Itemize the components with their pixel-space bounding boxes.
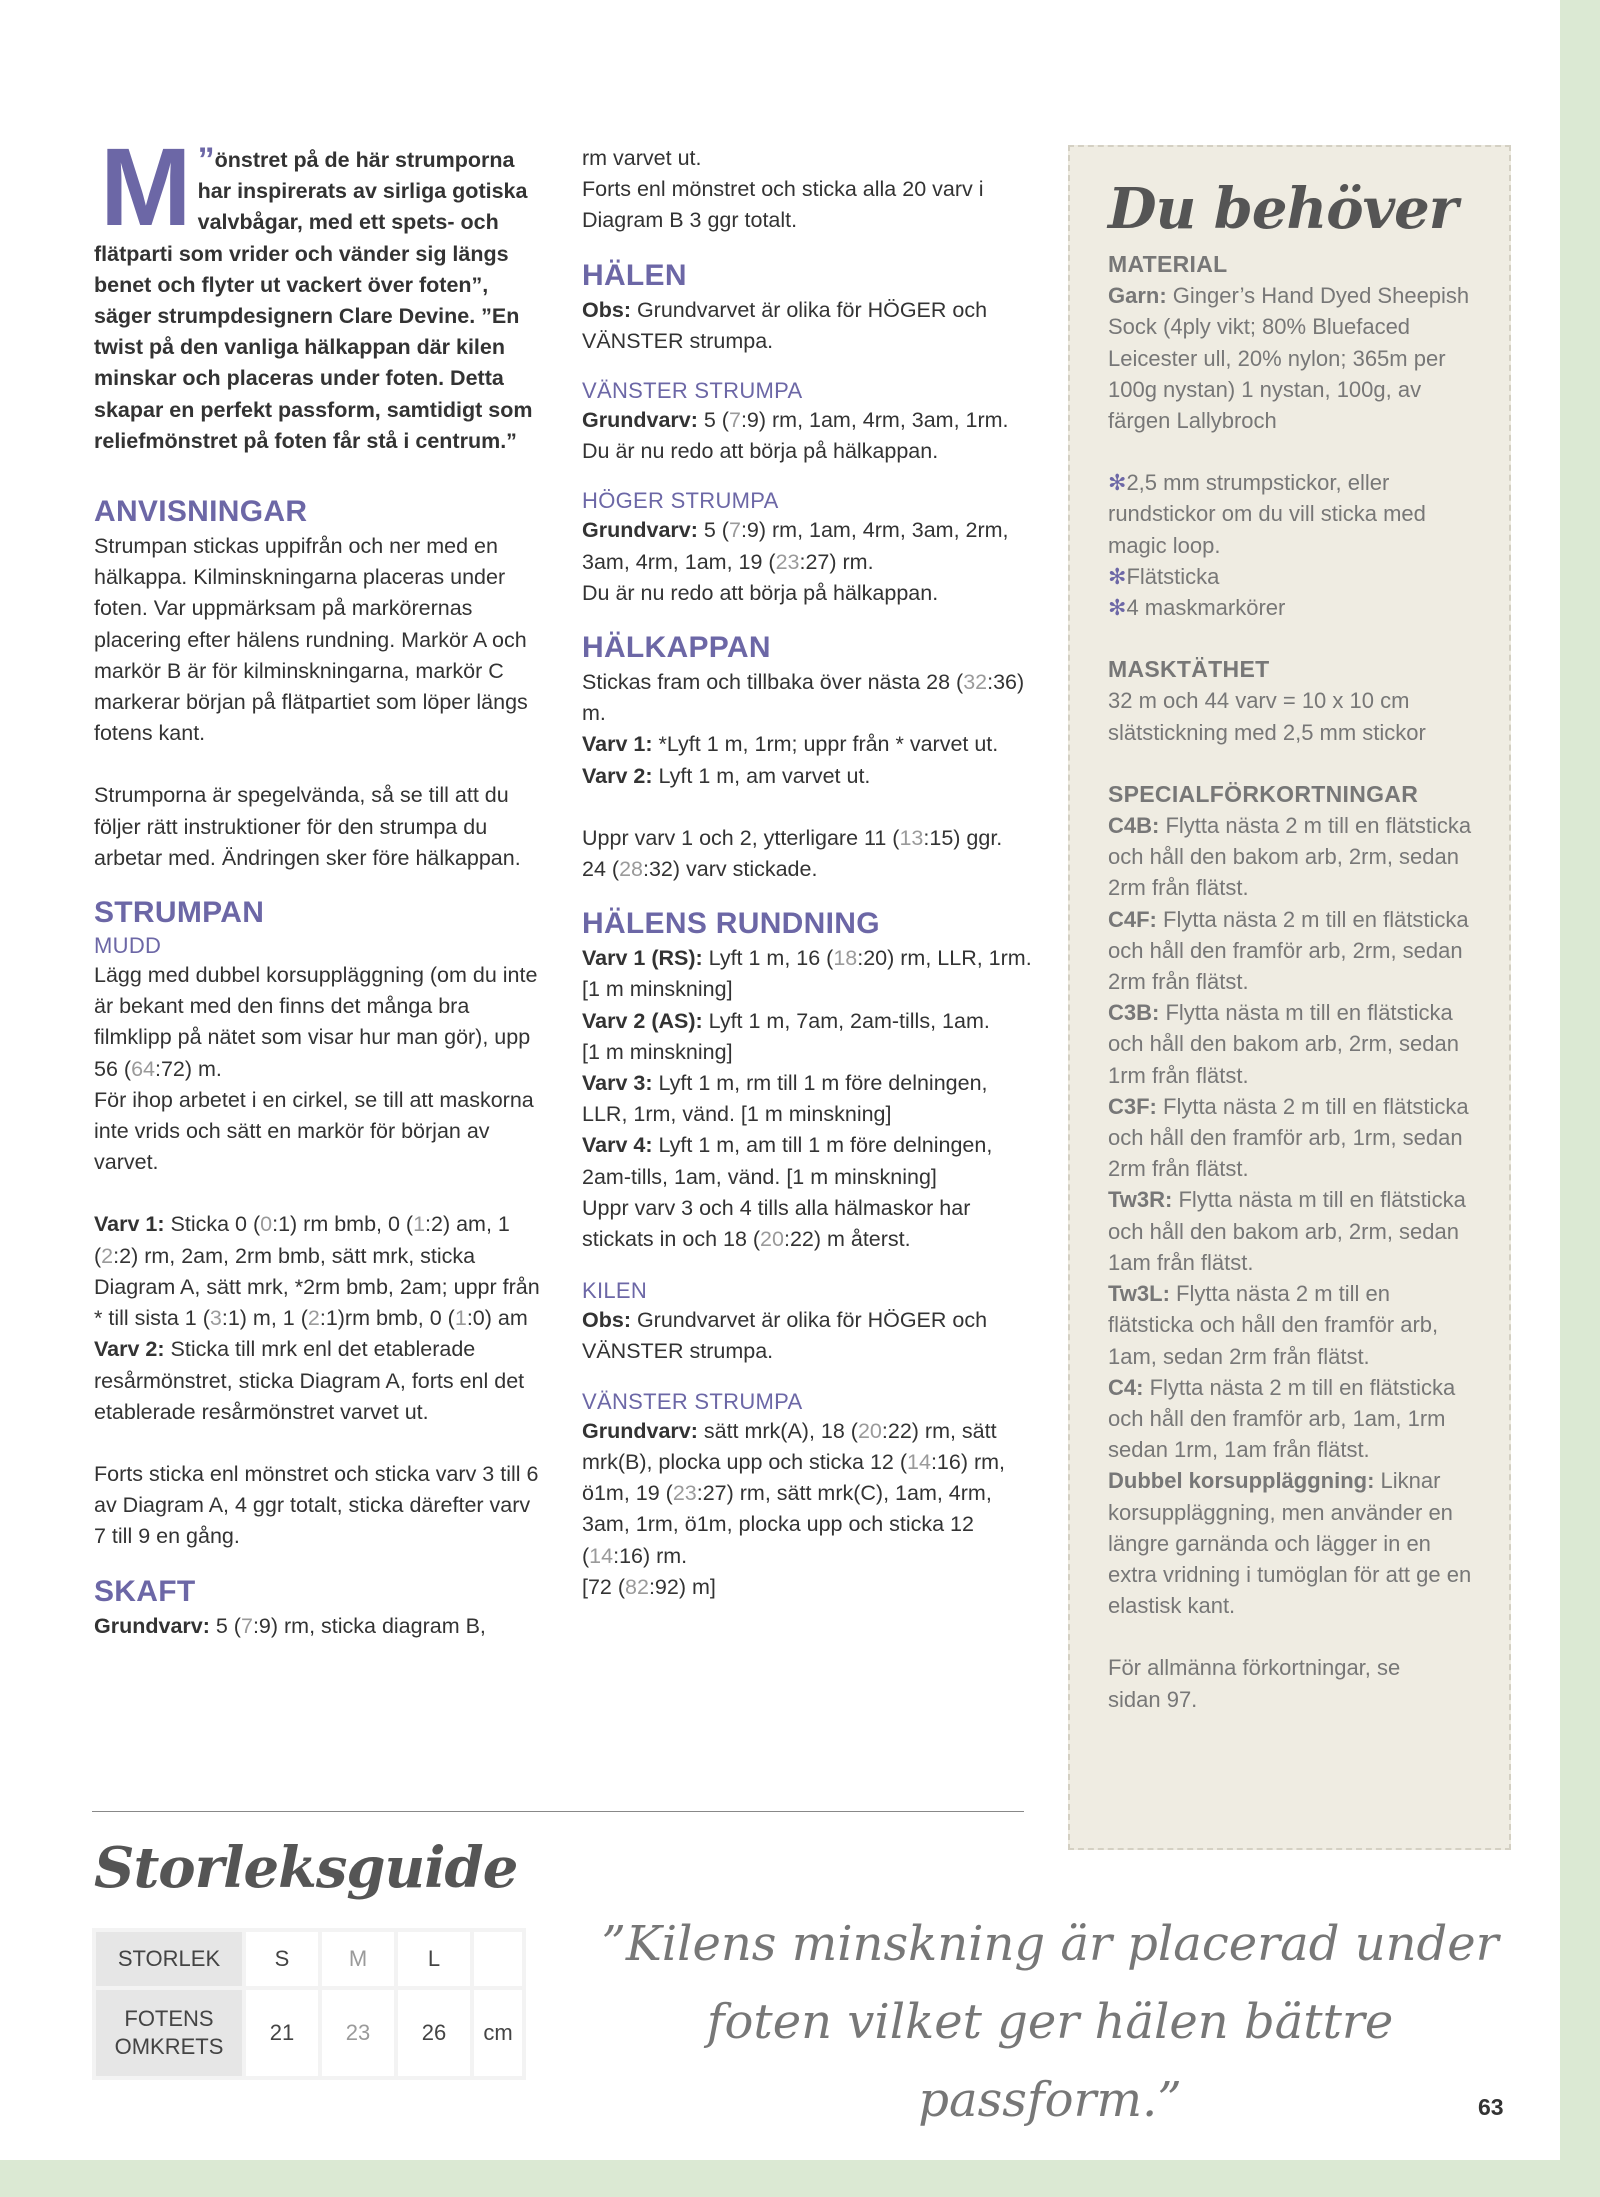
- text: :32) varv stickade.: [642, 857, 818, 882]
- text: Flytta nästa 2 m till en flätsticka och håll den framför arb, 1rm, sedan 2rm från flätst.: [1108, 1093, 1469, 1182]
- size-value: 1: [454, 1306, 467, 1331]
- abbr-item: [1108, 1091, 1481, 1185]
- heading-halen: HÄLEN: [582, 258, 687, 292]
- label: Tw3R:: [1108, 1187, 1173, 1213]
- text: Uppr varv 3 och 4 tills alla hälmaskor har stickats in och 18 (: [582, 1195, 971, 1252]
- dropcap: M: [100, 126, 192, 249]
- label: Varv 3:: [582, 1071, 653, 1096]
- text: 4 maskmarkörer: [1126, 595, 1286, 621]
- text: Flytta nästa 2 m till en flätsticka och håll den framför arb, 1am, sedan 2rm från flätst.: [1108, 1281, 1439, 1369]
- strumpan-p3: Forts sticka enl mönstret och sticka varv 3 till 6 av Diagram A, 4 ggr totalt, sticka därefter varv 7 till 9 en gång.: [94, 1461, 539, 1549]
- page-number: 63: [1478, 2094, 1504, 2120]
- tool-item: [1108, 592, 1481, 623]
- text: Ginger’s Hand Dyed Sheepish Sock (4ply vikt; 80% Bluefaced Leicester ull, 20% nylon; 365m per 100g nystan) 1 nystan, 100g, av färgen Lallybroch: [1108, 283, 1470, 434]
- label: Varv 4:: [582, 1133, 653, 1158]
- skaft-continued: rm varvet ut.: [582, 146, 702, 170]
- heading-material: MATERIAL: [1108, 251, 1228, 277]
- intro-text: önstret på de här strumporna har inspirerats av sirliga gotiska valvbågar, med ett spets- och flätparti som vrider och vänder sig längs benet och flyter ut vackert över foten”, säger strumpdesignern Clare Devine. ”En twist på den vanliga hälkappan där kilen minskar och placeras under foten. Detta skapar en perfekt passform, samtidigt som reliefmönstret på foten får stå i centrum.”: [94, 148, 533, 453]
- text: 5 (: [697, 408, 729, 433]
- rundning-repeat: [582, 1193, 1032, 1255]
- unit-cell: cm: [474, 1990, 522, 2076]
- text: :22) m återst.: [783, 1227, 911, 1252]
- label: Obs:: [582, 297, 631, 322]
- intro-paragraph: [94, 126, 544, 457]
- text: Flätsticka: [1126, 563, 1220, 589]
- text: :16) rm, ö1m, 19 (: [582, 1449, 1006, 1506]
- size-value: 64: [131, 1056, 155, 1081]
- text: Flytta nästa 2 m till en flätsticka och håll den framför arb, 2rm, sedan 2rm från flätst.: [1108, 906, 1469, 995]
- rundning-varv1-dec: [1 m minskning]: [582, 977, 733, 1002]
- skaft-p2: Forts enl mönstret och sticka alla 20 varv i Diagram B 3 ggr totalt.: [582, 177, 984, 233]
- abbr-item: [1108, 904, 1481, 998]
- skaft-instruction: [94, 1611, 544, 1642]
- text: *Lyft 1 m, 1rm; uppr från * varvet ut.: [652, 732, 999, 757]
- text: :1) rm bmb, 0 (: [272, 1212, 414, 1237]
- halkappan-p1: [582, 667, 1032, 729]
- empty-cell: [474, 1932, 522, 1986]
- halen-hoger-ready: Du är nu redo att börja på hälkappan.: [582, 580, 939, 605]
- heading-specialforkortningar: SPECIALFÖRKORTNINGAR: [1108, 780, 1419, 807]
- strumpan-p1: [94, 960, 544, 1085]
- row-label-storlek: STORLEK: [96, 1932, 242, 1986]
- label: Garn:: [1108, 283, 1167, 309]
- text: Lyft 1 m, am varvet ut.: [652, 763, 871, 788]
- value-l: 26: [398, 1990, 470, 2076]
- varv1-instruction: [94, 1209, 544, 1334]
- halen-vanster-ready: Du är nu redo att börja på hälkappan.: [582, 439, 939, 464]
- anvisningar-p1: Strumpan stickas uppifrån och ner med en hälkappa. Kilminskningarna placeras under foten. Var uppmärksam på markörernas placering efter hälens rundning. Markör A och markör B är för kilminskningarna, markör C markerar början på flätpartiet som löper längs fotens kant.: [94, 534, 528, 746]
- value-s: 21: [246, 1990, 318, 2076]
- text: :72) m.: [154, 1056, 222, 1081]
- label: Grundvarv:: [94, 1613, 210, 1638]
- text: :2) rm, 2am, 2rm bmb, sätt mrk, sticka Diagram A, sätt mrk, *2rm bmb, 2am; uppr från * till sista 1 (: [94, 1243, 540, 1331]
- rundning-varv3: [582, 1068, 1032, 1130]
- table-row: [96, 1932, 522, 1986]
- text: :15) ggr. 24 (: [582, 825, 1003, 882]
- text: Flytta nästa 2 m till en flätsticka och håll den bakom arb, 2rm, sedan 2rm från flätst.: [1108, 813, 1472, 901]
- text: :0) am: [466, 1306, 528, 1331]
- abbr-item: [1108, 1465, 1481, 1621]
- halen-vanster-instruction: [582, 405, 1032, 436]
- text: :16) rm.: [613, 1543, 688, 1568]
- subheading-kilen: KILEN: [582, 1278, 648, 1304]
- text: Stickas fram och tillbaka över nästa 28 (: [582, 670, 964, 695]
- subheading-mudd: MUDD: [94, 933, 162, 959]
- text: Uppr varv 1 och 2, ytterligare 11 (: [582, 825, 900, 850]
- subheading-hoger: HÖGER STRUMPA: [582, 488, 779, 514]
- rundning-varv1: [582, 943, 1032, 974]
- heading-skaft: SKAFT: [94, 1574, 196, 1608]
- size-m: M: [322, 1932, 394, 1986]
- size-value: 7: [728, 518, 741, 543]
- asterisk-icon: ✻: [1108, 595, 1127, 621]
- label: C4F:: [1108, 906, 1157, 932]
- text: :2) am, 1 (: [94, 1212, 510, 1268]
- size-guide-title: Storleksguide: [94, 1835, 518, 1901]
- text: Lyft 1 m, 16 (: [702, 946, 834, 971]
- size-value: 2: [101, 1243, 114, 1268]
- label: Tw3L:: [1108, 1281, 1170, 1307]
- label: Varv 2:: [582, 763, 653, 788]
- text: Flytta nästa 2 m till en flätsticka och håll den framför arb, 1am, 1rm sedan 1rm, 1am från flätst.: [1108, 1374, 1456, 1463]
- text: Grundvarvet är olika för HÖGER och VÄNSTER strumpa.: [582, 297, 988, 353]
- label: Grundvarv:: [582, 518, 698, 543]
- size-value: 18: [833, 946, 858, 971]
- text: 2,5 mm strumpstickor, eller rundstickor om du vill sticka med magic loop.: [1108, 470, 1426, 558]
- size-value: 7: [240, 1613, 253, 1638]
- heading-anvisningar: ANVISNINGAR: [94, 495, 308, 529]
- size-value: 0: [260, 1212, 273, 1237]
- quote-open: ”: [197, 141, 215, 179]
- anvisningar-p2: Strumporna är spegelvända, så se till att du följer rätt instruktioner för den strumpa du arbetar med. Ändringen sker före hälkappan.: [94, 783, 521, 870]
- halkappan-p2: [582, 823, 1032, 885]
- text: Lägg med dubbel korsuppläggning (om du inte är bekant med den finns det många bra filmklipp på nätet som visar hur man gör), upp 56 (: [94, 963, 538, 1081]
- label: Grundvarv:: [582, 408, 698, 433]
- heading-strumpan: STRUMPAN: [94, 896, 265, 930]
- text: Sticka 0 (: [164, 1212, 261, 1237]
- general-abbreviations-note: För allmänna förkortningar, se sidan 97.: [1108, 1655, 1401, 1712]
- text: Liknar korsuppläggning, men använder en längre garnända och lägger in en extra vridning i tumöglan för att ge en elastisk kant.: [1108, 1468, 1472, 1619]
- text: Lyft 1 m, 7am, 2am-tills, 1am.: [702, 1008, 990, 1033]
- asterisk-icon: ✻: [1108, 470, 1127, 496]
- label: Dubbel korsuppläggning:: [1108, 1468, 1375, 1494]
- label: Varv 1 (RS):: [582, 946, 703, 971]
- text: :27) rm, sätt mrk(C), 1am, 4rm, 3am, 1rm, ö1m, plocka upp och sticka 12 (: [582, 1481, 992, 1568]
- label: C3F:: [1108, 1093, 1157, 1119]
- label: OMKRETS: [114, 2034, 224, 2059]
- text: sätt mrk(A), 18 (: [697, 1418, 858, 1443]
- varv2-instruction: [94, 1334, 544, 1428]
- sidebar-title: Du behöver: [1108, 176, 1458, 242]
- label: Varv 2 (AS):: [582, 1008, 703, 1033]
- size-s: S: [246, 1932, 318, 1986]
- size-value: 3: [209, 1306, 222, 1331]
- abbr-item: [1108, 810, 1481, 904]
- text: 5 (: [697, 518, 729, 543]
- kilen-total: [582, 1572, 1032, 1603]
- divider: [92, 1811, 1024, 1812]
- tool-item: [1108, 467, 1481, 561]
- halen-hoger-instruction: [582, 515, 1032, 577]
- size-value: 82: [625, 1574, 649, 1599]
- text: :1) m, 1 (: [221, 1306, 308, 1331]
- kilen-instruction: [582, 1416, 1032, 1572]
- rundning-varv4: [582, 1130, 1032, 1192]
- rundning-varv2-dec: [1 m minskning]: [582, 1039, 733, 1064]
- text: Sticka till mrk enl det etablerade resårmönstret, sticka Diagram A, forts enl det etablerade resårmönstret varvet ut.: [94, 1337, 525, 1424]
- label: C4B:: [1108, 813, 1160, 839]
- tool-item: [1108, 561, 1481, 592]
- text: :92) m]: [648, 1574, 716, 1599]
- strumpan-p2: För ihop arbetet i en cirkel, se till att maskorna inte vrids och sätt en markör för början av varvet.: [94, 1087, 534, 1175]
- abbr-item: [1108, 1184, 1481, 1278]
- halkappan-varv2: [582, 761, 1032, 792]
- size-value: 20: [857, 1418, 882, 1443]
- size-guide-table: [92, 1928, 526, 2080]
- heading-masktathet: MASKTÄTHET: [1108, 656, 1270, 683]
- tathet-text: 32 m och 44 varv = 10 x 10 cm slätstickning med 2,5 mm stickor: [1108, 688, 1426, 745]
- label: Grundvarv:: [582, 1418, 698, 1443]
- asterisk-icon: ✻: [1108, 563, 1127, 589]
- size-value: 20: [760, 1227, 784, 1252]
- abbr-item: [1108, 1278, 1481, 1372]
- label: Varv 1:: [582, 732, 653, 757]
- materials-sidebar: [1068, 145, 1511, 1850]
- text: Grundvarvet är olika för HÖGER och VÄNSTER strumpa.: [582, 1308, 988, 1364]
- text: :20) rm, LLR, 1rm.: [857, 946, 1032, 971]
- label: C3B:: [1108, 1000, 1160, 1026]
- text: 5 (: [209, 1613, 241, 1638]
- text: :1)rm bmb, 0 (: [319, 1306, 455, 1331]
- size-value: 7: [728, 408, 741, 433]
- text: :36) m.: [582, 670, 1025, 726]
- subheading-vanster: VÄNSTER STRUMPA: [582, 378, 803, 404]
- text: Lyft 1 m, rm till 1 m före delningen, LLR, 1rm, vänd. [1 m minskning]: [582, 1071, 988, 1127]
- text: :9) rm, 1am, 4rm, 3am, 1rm.: [740, 408, 1009, 433]
- label: Varv 1:: [94, 1212, 165, 1237]
- subheading-kilen-vanster: VÄNSTER STRUMPA: [582, 1388, 803, 1414]
- abbr-item: [1108, 1372, 1481, 1466]
- text: Lyft 1 m, am till 1 m före delningen, 2am-tills, 1am, vänd. [1 m minskning]: [582, 1133, 993, 1189]
- rundning-varv2: [582, 1006, 1032, 1037]
- column-left: [94, 126, 544, 1642]
- text: :9) rm, sticka diagram B,: [252, 1613, 486, 1638]
- size-value: 2: [307, 1306, 320, 1331]
- text: Flytta nästa m till en flätsticka och håll den bakom arb, 2rm, sedan 1am från flätst.: [1108, 1187, 1466, 1275]
- size-value: 1: [413, 1212, 426, 1237]
- size-value: 13: [899, 825, 924, 850]
- text: :9) rm, 1am, 4rm, 3am, 2rm, 3am, 4rm, 1am, 19 (: [582, 518, 1009, 574]
- size-value: 14: [589, 1543, 614, 1568]
- size-value: 23: [775, 549, 800, 574]
- label: Varv 2:: [94, 1337, 165, 1362]
- text: :22) rm, sätt mrk(B), plocka upp och sticka 12 (: [582, 1418, 997, 1474]
- row-label-omkrets: [96, 1990, 242, 2076]
- size-l: L: [398, 1932, 470, 1986]
- label: Obs:: [582, 1308, 631, 1333]
- label: C4:: [1108, 1374, 1144, 1400]
- column-middle: [582, 143, 1032, 1603]
- size-value: 14: [907, 1449, 931, 1474]
- size-value: 28: [619, 857, 643, 882]
- text: :27) rm.: [799, 549, 874, 574]
- garn-info: [1108, 280, 1481, 436]
- heading-halens-rundning: HÄLENS RUNDNING: [582, 907, 880, 941]
- halen-obs: [582, 295, 1032, 357]
- label: FOTENS: [124, 2006, 214, 2031]
- halkappan-varv1: [582, 729, 1032, 760]
- abbr-item: [1108, 997, 1481, 1091]
- text: Flytta nästa m till en flätsticka och håll den bakom arb, 2rm, sedan 1rm från flätst.: [1108, 1000, 1459, 1088]
- table-row: [96, 1990, 522, 2076]
- size-value: 32: [963, 670, 988, 695]
- heading-halkappan: HÄLKAPPAN: [582, 631, 771, 665]
- text: [72 (: [582, 1574, 626, 1599]
- value-m: 23: [322, 1990, 394, 2076]
- pull-quote: ”Kilens minskning är placerad under foten vilket ger hälen bättre passform.”: [601, 1916, 1499, 2128]
- kilen-obs: [582, 1305, 1032, 1367]
- size-value: 23: [672, 1481, 697, 1506]
